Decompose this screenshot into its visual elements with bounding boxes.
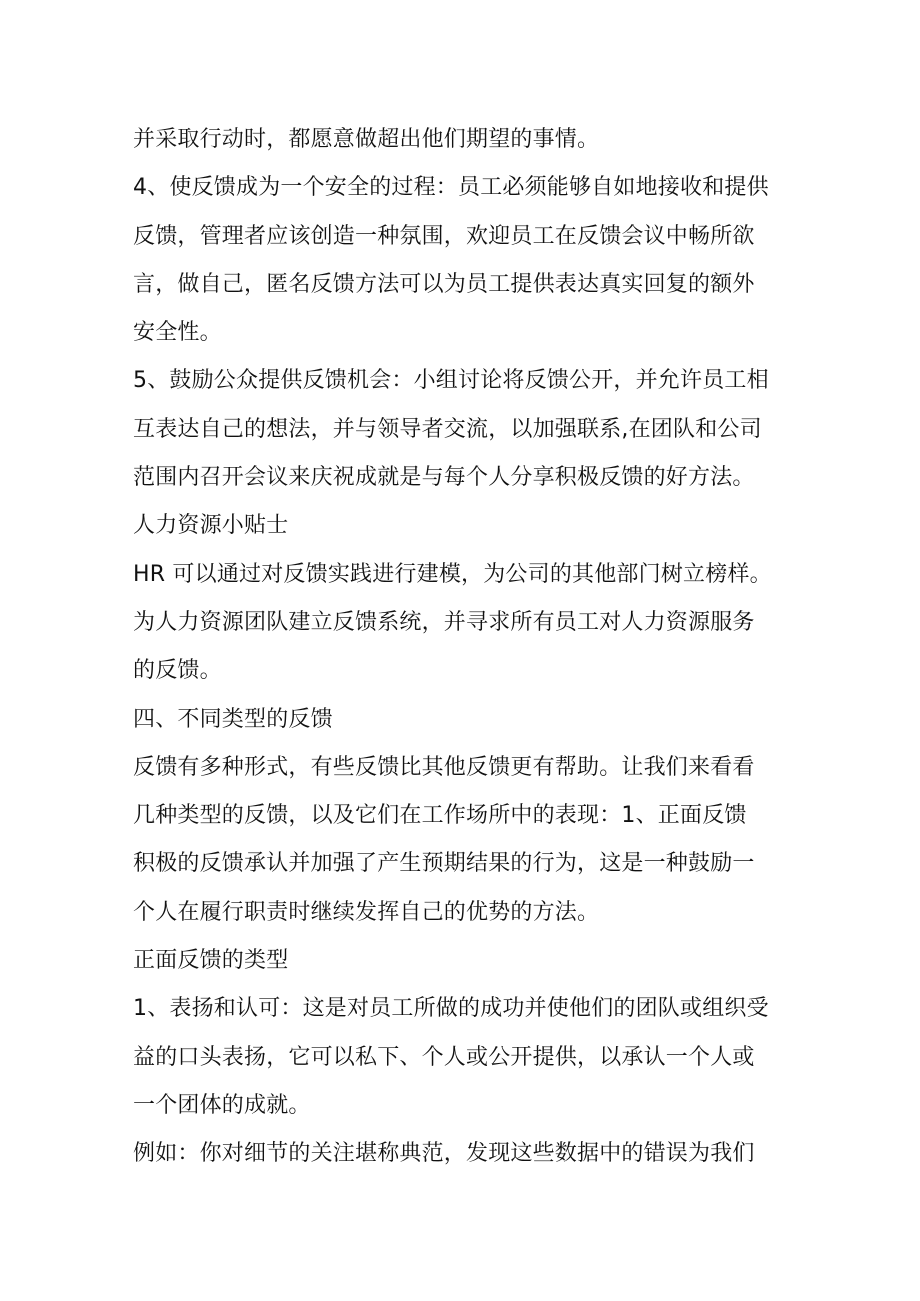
body-line: 几种类型的反馈，以及它们在工作场所中的表现：1、正面反馈 bbox=[133, 803, 747, 829]
section-heading: 人力资源小贴士 bbox=[133, 513, 289, 539]
section-heading: 四、不同类型的反馈 bbox=[133, 706, 333, 732]
body-line: 为人力资源团队建立反馈系统，并寻求所有员工对人力资源服务 bbox=[133, 609, 755, 635]
body-line: 个人在履行职责时继续发挥自己的优势的方法。 bbox=[133, 899, 600, 925]
body-line: 例如：你对细节的关注堪称典范，发现这些数据中的错误为我们 bbox=[133, 1141, 755, 1167]
body-line: 一个团体的成就。 bbox=[133, 1092, 311, 1118]
body-line: 反馈，管理者应该创造一种氛围，欢迎员工在反馈会议中畅所欲 bbox=[133, 223, 755, 249]
body-line: 言，做自己，匿名反馈方法可以为员工提供表达真实回复的额外 bbox=[133, 271, 755, 297]
body-line: 1、表扬和认可：这是对员工所做的成功并使他们的团队或组织受 bbox=[133, 996, 769, 1022]
document-body bbox=[133, 116, 793, 1179]
body-line: HR 可以通过对反馈实践进行建模，为公司的其他部门树立榜样。 bbox=[133, 561, 772, 587]
section-heading: 正面反馈的类型 bbox=[133, 948, 289, 974]
body-line: 反馈有多种形式，有些反馈比其他反馈更有帮助。让我们来看看 bbox=[133, 754, 755, 780]
body-line: 并采取行动时，都愿意做超出他们期望的事情。 bbox=[133, 127, 600, 152]
body-line: 范围内召开会议来庆祝成就是与每个人分享积极反馈的好方法。 bbox=[133, 465, 755, 491]
body-line: 安全性。 bbox=[133, 320, 222, 346]
body-line: 4、使反馈成为一个安全的过程：员工必须能够自如地接收和提供 bbox=[133, 175, 769, 201]
body-line: 益的口头表扬，它可以私下、个人或公开提供，以承认一个人或 bbox=[133, 1044, 755, 1070]
body-line: 的反馈。 bbox=[133, 658, 222, 684]
body-line: 互表达自己的想法，并与领导者交流，以加强联系,在团队和公司 bbox=[133, 416, 762, 442]
body-line: 5、鼓励公众提供反馈机会：小组讨论将反馈公开，并允许员工相 bbox=[133, 368, 769, 394]
body-line: 积极的反馈承认并加强了产生预期结果的行为，这是一种鼓励一 bbox=[133, 851, 755, 877]
